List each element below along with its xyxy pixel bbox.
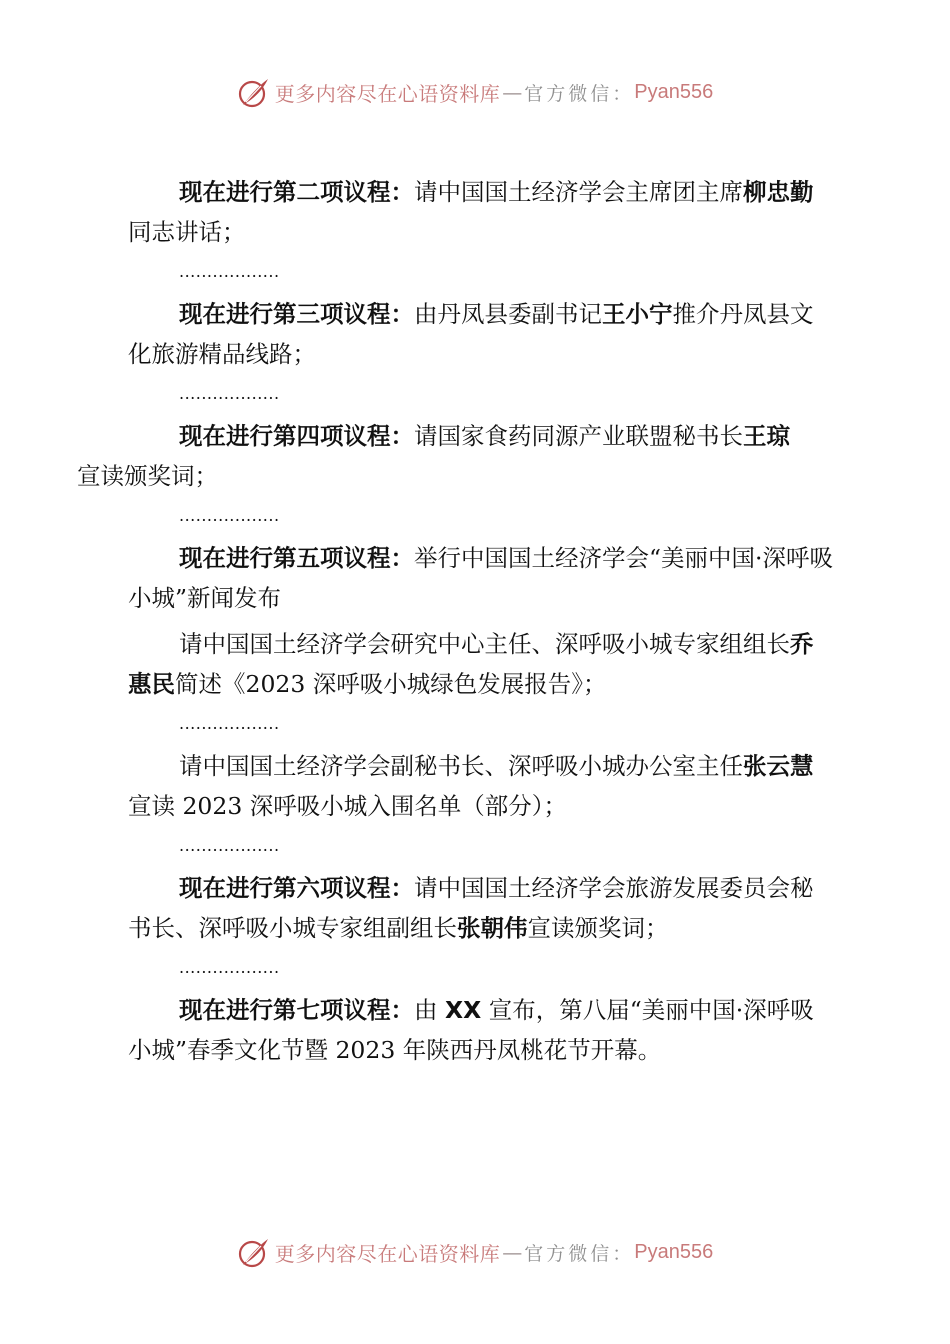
banner-text: 更多内容尽在心语资料库 (274, 81, 501, 106)
person-name: 柳忠勤 (743, 178, 814, 206)
agenda-text: 请中国国土经济学会研究中心主任、深呼吸小城专家组组长 (179, 630, 790, 658)
footer-banner (0, 1230, 950, 1274)
placeholder-xx: XX (444, 996, 482, 1024)
agenda-text: 推介丹凤县文化旅游精品线路； (128, 300, 814, 368)
header-banner (0, 70, 950, 114)
banner-separator: — (502, 1240, 523, 1264)
agenda-text: 请中国国土经济学会旅游发展委员会秘书长、深呼吸小城专家组副组长 (128, 874, 814, 942)
agenda-text: 简述《2023 深呼吸小城绿色发展报告》； (175, 670, 607, 698)
agenda-heading: 现在进行第五项议程： (179, 544, 414, 572)
agenda-text: 举行中国国土经济学会“美丽中国·深呼吸小城”新闻发布 (128, 544, 833, 612)
agenda-text: 请国家食药同源产业联盟秘书长 (414, 422, 743, 450)
banner-wechat-id: Pyan556 (634, 80, 714, 103)
agenda-text: 同志讲话； (128, 218, 246, 246)
ellipsis-divider: .................. (179, 958, 280, 977)
agenda-item-5-sub-2 (128, 746, 836, 826)
banner-text: 更多内容尽在心语资料库 (274, 1241, 501, 1266)
ellipsis-divider: .................. (179, 836, 280, 855)
banner-wechat-id: Pyan556 (634, 1240, 714, 1263)
person-name: 张朝伟 (457, 914, 528, 942)
agenda-heading: 现在进行第六项议程： (179, 874, 414, 902)
agenda-item-5 (128, 538, 836, 618)
agenda-text: 宣读颁奖词； (77, 462, 218, 490)
agenda-text: 宣读颁奖词； (527, 914, 669, 942)
banner-wechat-label: 官方微信： (524, 82, 635, 105)
agenda-text: 宣读 2023 深呼吸小城入围名单（部分）； (128, 792, 567, 820)
agenda-text: 宣布，第八届“美丽中国·深呼吸小城”春季文化节暨 2023 年陕西丹凤桃花节开幕。 (128, 996, 814, 1064)
quill-logo-icon (237, 1235, 271, 1269)
banner-separator: — (502, 80, 523, 104)
agenda-item-2 (128, 172, 836, 252)
person-name: 王小宁 (602, 300, 673, 328)
document-body (77, 172, 836, 1076)
agenda-item-6 (128, 868, 836, 948)
agenda-heading: 现在进行第二项议程： (179, 178, 414, 206)
agenda-text: 由丹凤县委副书记 (414, 300, 602, 328)
quill-logo-icon (237, 75, 271, 109)
agenda-heading: 现在进行第三项议程： (179, 300, 414, 328)
person-name: 乔惠民 (128, 630, 814, 698)
ellipsis-divider: .................. (179, 384, 280, 403)
agenda-text: 由 (414, 996, 445, 1024)
agenda-item-4 (77, 416, 836, 496)
agenda-text: 请中国国土经济学会主席团主席 (414, 178, 743, 206)
agenda-item-3 (128, 294, 836, 374)
person-name: 张云慧 (743, 752, 814, 780)
agenda-heading: 现在进行第七项议程： (179, 996, 414, 1024)
agenda-item-5-sub-1 (128, 624, 836, 704)
ellipsis-divider: .................. (179, 714, 280, 733)
person-name: 王琼 (743, 422, 790, 450)
agenda-item-7 (128, 990, 836, 1070)
banner-wechat-label: 官方微信： (524, 1242, 635, 1265)
agenda-text: 请中国国土经济学会副秘书长、深呼吸小城办公室主任 (179, 752, 743, 780)
ellipsis-divider: .................. (179, 506, 280, 525)
ellipsis-divider: .................. (179, 262, 280, 281)
agenda-heading: 现在进行第四项议程： (179, 422, 414, 450)
